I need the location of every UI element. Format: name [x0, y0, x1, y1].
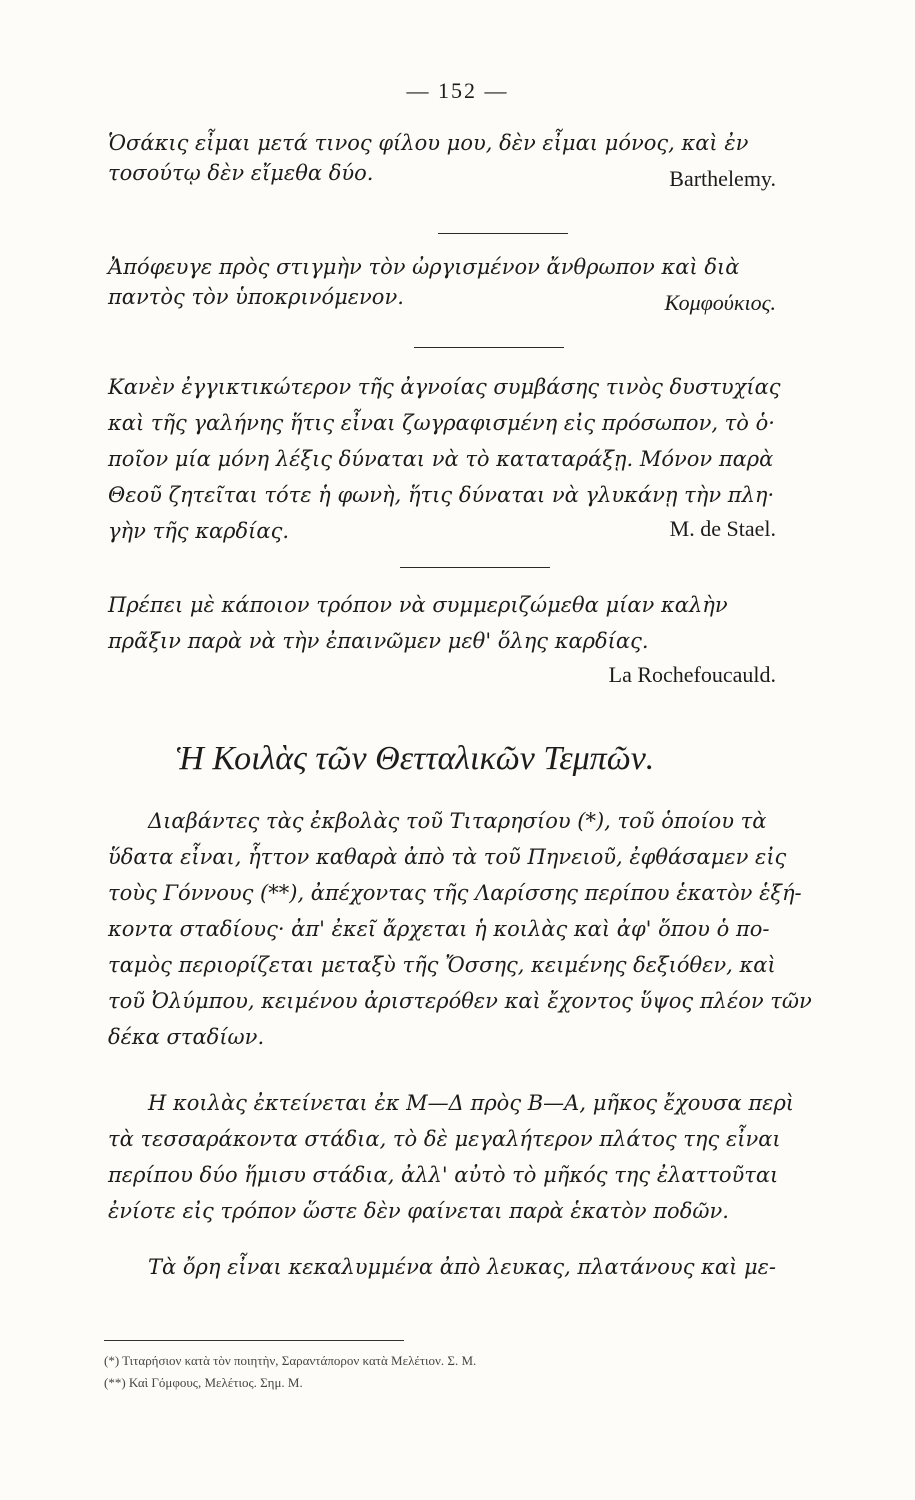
quote-author: M. de Stael. — [669, 516, 776, 541]
quote-line: ποῖον μία μόνη λέξις δύναται νὰ τὸ καταταράξῃ. Μόνον παρὰ — [108, 447, 774, 471]
article-paragraph — [108, 1088, 848, 1226]
paragraph-line: περίπου δύο ἥμισυ στάδια, ἀλλ' αὐτὸ τὸ μῆκός της ἐλαττοῦται — [108, 1163, 779, 1187]
quote-line: Κανὲν ἐγγικτικώτερον τῆς ἀγνοίας συμβάσης τινὸς δυστυχίας — [108, 375, 781, 399]
paragraph-line: ὕδατα εἶναι, ἧττον καθαρὰ ἀπὸ τὰ τοῦ Πηνειοῦ, ἐφθάσαμεν εἰς — [108, 845, 787, 869]
quote-author: La Rochefoucauld. — [608, 662, 776, 687]
quote-line: Θεοῦ ζητεῖται τότε ἡ φωνὴ, ἥτις δύναται νὰ γλυκάνῃ τὴν πλη· — [108, 483, 775, 507]
quote-author: Κομφούκιος. — [664, 290, 776, 315]
paragraph-line: ταμὸς περιορίζεται μεταξὺ τῆς Ὄσσης, κειμένης δεξιόθεν, καὶ — [108, 953, 776, 977]
separator-rule — [438, 233, 568, 234]
quote-line: Ἀπόφευγε πρὸς στιγμὴν τὸν ὠργισμένον ἄνθρωπον καὶ διὰ — [108, 255, 740, 279]
quote-line: παντὸς τὸν ὑποκρινόμενον. — [108, 285, 404, 309]
paragraph-line: Η κοιλὰς ἐκτείνεται ἐκ Μ—Δ πρὸς Β—Α, μῆκος ἔχουσα περὶ — [148, 1091, 795, 1115]
quote-line: πρᾶξιν παρὰ νὰ τὴν ἐπαινῶμεν μεθ' ὅλης καρδίας. — [108, 629, 649, 653]
paragraph-line: τοῦ Ὀλύμπου, κειμένου ἀριστερόθεν καὶ ἔχοντος ὕψος πλέον τῶν — [108, 989, 812, 1013]
article-title: Ἡ Κοιλὰς τῶν Θετταλικῶν Τεμπῶν. — [176, 740, 655, 777]
article-paragraph — [108, 806, 848, 1052]
separator-rule — [414, 347, 564, 348]
quote-2 — [108, 252, 848, 318]
footnote: (**) Καὶ Γόμφους, Μελέτιος. Σημ. Μ. — [104, 1375, 303, 1390]
quote-line: καὶ τῆς γαλήνης ἥτις εἶναι ζωγραφισμένη εἰς πρόσωπον, τὸ ὁ· — [108, 411, 775, 435]
quote-4 — [108, 590, 848, 690]
paragraph-line: τὰ τεσσαράκοντα στάδια, τὸ δὲ μεγαλήτερον πλάτος της εἶναι — [108, 1127, 781, 1151]
paragraph-line: Διαβάντες τὰς ἐκβολὰς τοῦ Τιταρησίου (*), τοῦ ὁποίου τὰ — [148, 809, 767, 833]
footnote: (*) Τιταρήσιον κατὰ τὸν ποιητὴν, Σαραντάπορον κατὰ Μελέτιον. Σ. Μ. — [104, 1353, 477, 1368]
footnotes — [104, 1350, 844, 1394]
quote-1 — [108, 128, 848, 194]
paragraph-line: κοντα σταδίους· ἀπ' ἐκεῖ ἄρχεται ἡ κοιλὰς καὶ ἀφ' ὅπου ὁ πο- — [108, 917, 770, 941]
paragraph-line: δέκα σταδίων. — [108, 1025, 265, 1049]
quote-line: τοσούτῳ δὲν εἴμεθα δύο. — [108, 161, 374, 185]
quote-line: Πρέπει μὲ κάποιον τρόπον νὰ συμμεριζώμεθα μίαν καλὴν — [108, 593, 728, 617]
paragraph-line: ἐνίοτε εἰς τρόπον ὥστε δὲν φαίνεται παρὰ ἑκατὸν ποδῶν. — [108, 1199, 729, 1223]
article-paragraph — [108, 1252, 848, 1282]
separator-rule — [400, 567, 550, 568]
quote-author: Barthelemy. — [669, 166, 776, 191]
footnote-rule — [104, 1340, 404, 1341]
paragraph-line: τοὺς Γόννους (**), ἀπέχοντας τῆς Λαρίσσης περίπου ἑκατὸν ἑξή- — [108, 881, 802, 905]
paragraph-line: Τὰ ὄρη εἶναι κεκαλυμμένα ἀπὸ λευκας, πλατάνους καὶ με- — [148, 1255, 777, 1279]
quote-line: Ὁσάκις εἶμαι μετά τινος φίλου μου, δὲν εἶμαι μόνος, καὶ ἐν — [108, 131, 749, 155]
page-number: — 152 — — [406, 78, 509, 103]
quote-line: γὴν τῆς καρδίας. — [108, 519, 290, 543]
quote-3 — [108, 372, 848, 544]
